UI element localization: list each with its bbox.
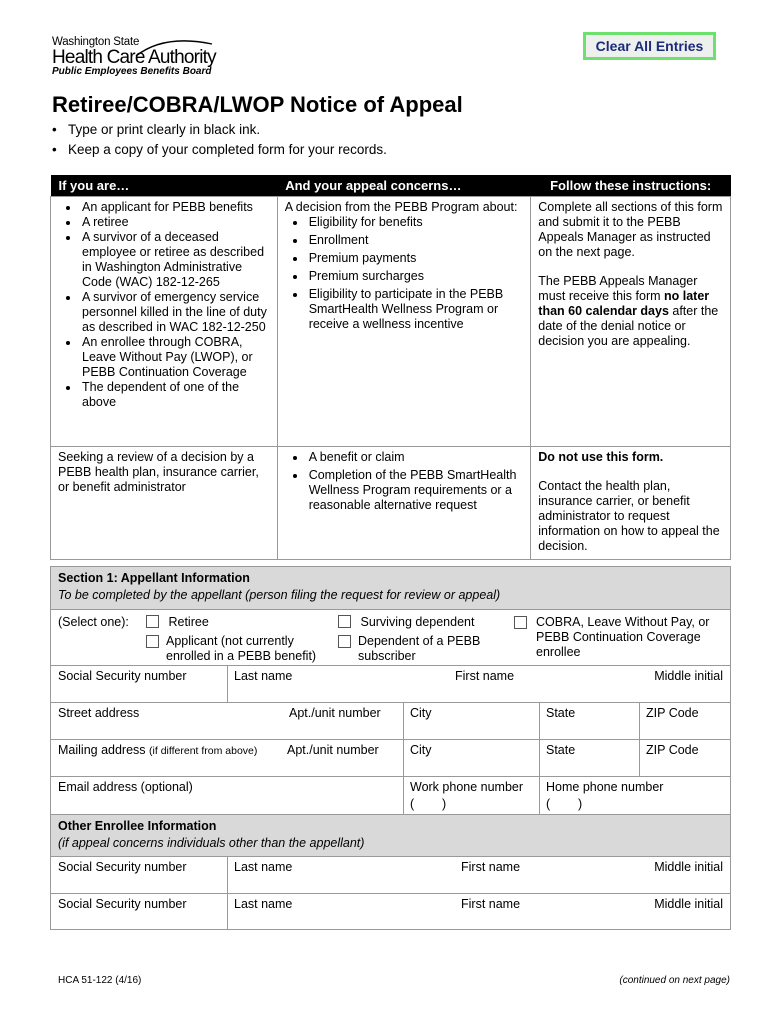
bullet-item: • Keep a copy of your completed form for your records. [52, 142, 387, 157]
applicant-label: Applicant (not currently enrolled in a PEBB benefit) [166, 634, 317, 663]
street-address-label: Street address [58, 706, 140, 720]
page-title: Retiree/COBRA/LWOP Notice of Appeal [52, 92, 463, 117]
deadline-bold: no later than 60 calendar days [538, 289, 710, 318]
select-label: (Select one): [58, 615, 129, 629]
list-item: • Eligibility to participate in the PEBB SmartHealth Wellness Program or receive a wellness incentive [307, 287, 524, 332]
applicant-checkbox[interactable] [146, 635, 159, 648]
mailing-city-label: City [410, 743, 432, 757]
street-state-label: State [546, 706, 576, 720]
work-phone-parens: ( ) [410, 797, 447, 811]
mailing-label-text: Mailing address [58, 743, 146, 757]
street-city-label: City [410, 706, 432, 720]
cobra-checkbox[interactable] [514, 616, 527, 629]
appellant-name-row [51, 666, 730, 703]
deadline-paragraph [538, 274, 723, 349]
row2-concerns [277, 447, 531, 560]
logo-line-2: Health Care Authority [52, 47, 216, 68]
list-item: • Completion of the PEBB SmartHealth Wellness Program requirements or a reasonable alternative request [307, 468, 524, 513]
list-item: • Enrollment [307, 233, 524, 248]
option-surviving-dependent[interactable] [338, 615, 474, 629]
other-enrollee-header [51, 815, 730, 857]
option-dependent[interactable] [338, 634, 498, 664]
section-1-subtitle: To be completed by the appellant (person filing the request for review or appeal) [58, 588, 501, 602]
header-follow-instructions: Follow these instructions: [531, 175, 731, 197]
list-item: • Eligibility for benefits [307, 215, 524, 230]
other-middle-initial-label: Middle initial [654, 860, 723, 874]
other-enrollee-row-1 [51, 857, 730, 894]
logo-line-1: Washington State [52, 36, 140, 48]
option-cobra[interactable] [514, 615, 724, 660]
other-enrollee-title: Other Enrollee Information [58, 819, 217, 833]
list-item: • A survivor of a deceased employee or retiree as described in Washington Administrative Code (WAC) 182-12-265 [80, 230, 270, 290]
hca-logo [52, 36, 232, 80]
email-label: Email address (optional) [58, 780, 193, 794]
section-1-header [51, 567, 730, 610]
logo-swoosh-icon [134, 38, 214, 58]
street-apt-label: Apt./unit number [289, 706, 381, 720]
other-middle-initial-label: Middle initial [654, 897, 723, 911]
other-last-name-label: Last name [234, 860, 293, 874]
retiree-label: Retiree [168, 615, 209, 629]
instruction-paragraph: Complete all sections of this form and submit it to the PEBB Appeals Manager as instructed on the next page. [538, 200, 723, 259]
mailing-note: (if different from above) [149, 745, 258, 757]
logo-line-3: Public Employees Benefits Board [52, 66, 212, 77]
other-enrollee-row-2 [51, 894, 730, 929]
dependent-checkbox[interactable] [338, 635, 351, 648]
appellant-middle-initial-label: Middle initial [654, 669, 723, 683]
mailing-zip-label: ZIP Code [646, 743, 699, 757]
other-first-name-label: First name [461, 860, 521, 874]
other-enrollee-subtitle: (if appeal concerns individuals other than the appellant) [58, 836, 365, 850]
option-applicant[interactable] [146, 634, 336, 664]
appellant-last-name-label: Last name [234, 669, 293, 683]
deadline-text: The PEBB Appeals Manager must receive this form [538, 274, 698, 303]
dependent-label: Dependent of a PEBB subscriber [358, 634, 481, 663]
home-phone-parens: ( ) [546, 797, 583, 811]
concerns-intro: A decision from the PEBB Program about: [284, 200, 518, 214]
other-ssn-label: Social Security number [58, 860, 187, 874]
list-item: • A benefit or claim [307, 450, 524, 465]
list-item: • An applicant for PEBB benefits [80, 200, 270, 215]
street-address-row [51, 703, 730, 740]
row1-who [51, 197, 278, 447]
section-1-title: Section 1: Appellant Information [58, 571, 250, 585]
section-1-appellant-info [50, 566, 731, 930]
street-zip-label: ZIP Code [646, 706, 699, 720]
list-item: • An enrollee through COBRA, Leave Without Pay (LWOP), or PEBB Continuation Coverage [80, 335, 270, 380]
surviving-dependent-label: Surviving dependent [360, 615, 475, 629]
home-phone-label: Home phone number [546, 780, 664, 794]
list-item: • The dependent of one of the above [80, 380, 270, 410]
bullet-item: • Type or print clearly in black ink. [52, 122, 261, 137]
continued-note: (continued on next page) [619, 975, 730, 986]
appellant-ssn-label: Social Security number [58, 669, 187, 683]
list-item: • A survivor of emergency service personnel killed in the line of duty as described in WAC 182-12-250 [80, 290, 270, 335]
surviving-dependent-checkbox[interactable] [338, 615, 351, 628]
mailing-address-label [58, 743, 257, 757]
mailing-apt-label: Apt./unit number [287, 743, 379, 757]
list-item: • Premium payments [307, 251, 524, 266]
other-last-name-label: Last name [234, 897, 293, 911]
appellant-first-name-label: First name [455, 669, 515, 683]
row2-instructions [531, 447, 731, 560]
clear-all-entries-button[interactable]: Clear All Entries [583, 32, 716, 60]
option-retiree[interactable] [146, 615, 209, 629]
do-not-use-text: Do not use this form. [538, 450, 664, 464]
retiree-checkbox[interactable] [146, 615, 159, 628]
instructions-table [50, 175, 731, 560]
contact-text: Contact the health plan, insurance carrier, or benefit administrator to request information on how to appeal the decision. [538, 479, 720, 553]
header-if-you-are: If you are… [51, 175, 278, 197]
mailing-address-row [51, 740, 730, 777]
header-appeal-concerns: And your appeal concerns… [277, 175, 531, 197]
bullet-text: Keep a copy of your completed form for your records. [68, 142, 387, 157]
other-ssn-label: Social Security number [58, 897, 187, 911]
deadline-text-end: after the date of the denial notice or decision you are appealing. [538, 304, 719, 348]
contact-row [51, 777, 730, 815]
select-appellant-type-row [51, 610, 730, 666]
other-first-name-label: First name [461, 897, 521, 911]
row1-instructions [531, 197, 731, 447]
cobra-label: COBRA, Leave Without Pay, or PEBB Continuation Coverage enrollee [536, 615, 710, 659]
row1-concerns [277, 197, 531, 447]
work-phone-label: Work phone number [410, 780, 524, 794]
list-item: • A retiree [80, 215, 270, 230]
form-id: HCA 51-122 (4/16) [58, 975, 142, 986]
list-item: • Premium surcharges [307, 269, 524, 284]
mailing-state-label: State [546, 743, 576, 757]
row2-who: Seeking a review of a decision by a PEBB health plan, insurance carrier, or benefit administrator [51, 447, 278, 560]
bullet-text: Type or print clearly in black ink. [68, 122, 261, 137]
